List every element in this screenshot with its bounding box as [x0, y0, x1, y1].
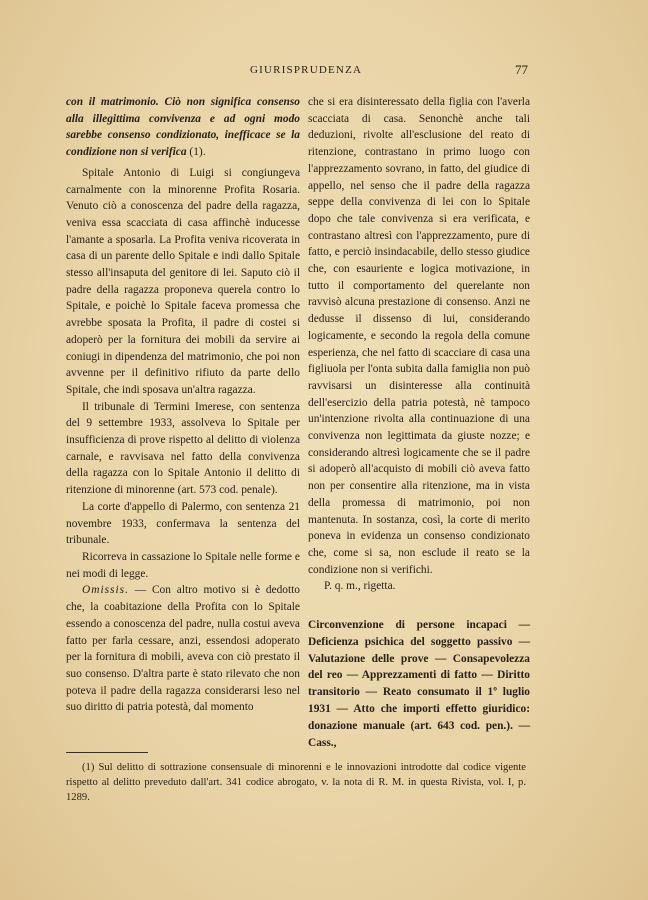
paragraph-omissis — [66, 582, 300, 716]
right-column — [308, 94, 530, 751]
paragraph-ricorso: Ricorreva in cassazione lo Spitale nelle forme e nei modi di legge. — [66, 550, 300, 580]
running-title: GIURISPRUDENZA — [250, 64, 363, 76]
page-number: 77 — [515, 62, 528, 77]
left-column — [66, 94, 300, 716]
paragraph-corte-appello: La corte d'appello di Palermo, con sentenza 21 novembre 1933, confermava la sentenza del tribunale. — [66, 500, 300, 547]
footnote-text: (1) Sul delitto di sottrazione consensuale di minorenni e le innovazioni introdotte dal codice vigente rispetto al delitto preveduto dall'art. 341 codice abrogato, v. la nota di R. M. in questa Rivista, vol. I, p. 1289. — [66, 762, 526, 804]
massima-text — [66, 94, 300, 161]
footnote-ref: (1). — [186, 146, 206, 159]
paragraph-tribunale: Il tribunale di Termini Imerese, con sentenza del 9 settembre 1933, assolveva lo Spitale per insufficienza di prove rispetto al delitto di violenza carnale, e ravvisava nel fatto della convivenza della ragazza con lo Spitale Antonio il delitto di ritenzione di minorenne (art. 573 cod. penale). — [66, 400, 300, 497]
paragraph-dispositivo: P. q. m., rigetta. — [324, 580, 396, 593]
footnote — [66, 760, 526, 806]
massima-italic: con il matrimonio. Ciò non significa consenso alla illegittima convivenza e ad ogni modo sarebbe consenso condizionato, inefficace se la condizione non si verifica — [66, 96, 300, 159]
paragraph-facts: Spitale Antonio di Luigi si congiungeva carnalmente con la minorenne Profita Rosaria. Venuto ciò a conoscenza del padre della ragazza, veniva essa scacciata di casa affinchè inducesse l'amante a sposarla. La Profita veniva ricoverata in casa di un parente dello Spitale e indi dallo Spitale stesso all'insaputa del genitore di lei. Saputo ciò il padre della ragazza proponeva querela contro lo Spitale, e poichè lo Spitale faceva promessa che avrebbe sposata la Profita, il padre di costei si adoperò per la fornitura dei mobili da servire ai coniugi in dipendenza del matrimonio, che poi non avvenne per il definitivo rifiuto da parte dello Spitale, che indi sposava un'altra ragazza. — [66, 166, 300, 396]
next-case-headnote: Circonvenzione di persone incapaci — Deficienza psichica del soggetto passivo — Valutazione delle prove — Consapevolezza del reo — Apprezzamenti di fatto — Diritto transitorio — Reato consumato il 1º luglio 1931 — Atto che importi effetto giuridico: donazione manuale (art. 643 cod. pen.). — Cass., — [308, 619, 530, 749]
paragraph-continuation: che si era disinteressato della figlia con l'averla scacciata di casa. Senonchè anche tali deduzioni, rivolte all'esclusione del reato di ritenzione, contrastano in primo luogo con l'apprezzamento sovrano, in fatto, del giudice di appello, nel senso che il padre della ragazza seppe della convivenza di lei con lo Spitale dopo che tale convivenza si era verificata, e contrastano altresì con l'apprezzamento, pure di fatto, e perciò insindacabile, dello stesso giudice che, con esauriente e logica motivazione, in tutto il comportamento del querelante non ravvisò alcuna prestazione di consenso. Anzi ne dedusse il dissenso di lui, considerando logicamente, e secondo la regola della comune esperienza, che nel fatto di scacciare di casa una figliuola per l'onta subita dalla famiglia non può ravvisarsi un disinteresse alla continuità dell'esercizio della patria potestà, nè tampoco un'intenzione rivolta alla continuazione di una convivenza non legittimata da giuste nozze; e considerando altresì logicamente che se il padre si adoperò all'acquisto di mobili ciò aveva fatto non per consentire alla ritenzione, ma in vista della promessa di matrimonio, poi non mantenuta. In sostanza, così, la corte di merito poneva in evidenza un consenso condizionato che, come si sa, non esclude il reato se la condizione non si verifichi. — [308, 96, 530, 576]
footnote-divider — [66, 752, 148, 753]
omissis-text: — Con altro motivo si è dedotto che, la coabitazione della Profita con lo Spitale essendo a conoscenza del padre, nulla costui aveva fatto per farla cessare, anzi, essendosi adoperato per la fornitura di mobili, aveva con ciò prestato il suo consenso. D'altra parte è stato rilevato che non poteva il padre della ragazza considerarsi leso nel suo diritto di patria potestà, dal momento — [66, 584, 300, 714]
omissis-label: Omissis. — [82, 584, 129, 597]
